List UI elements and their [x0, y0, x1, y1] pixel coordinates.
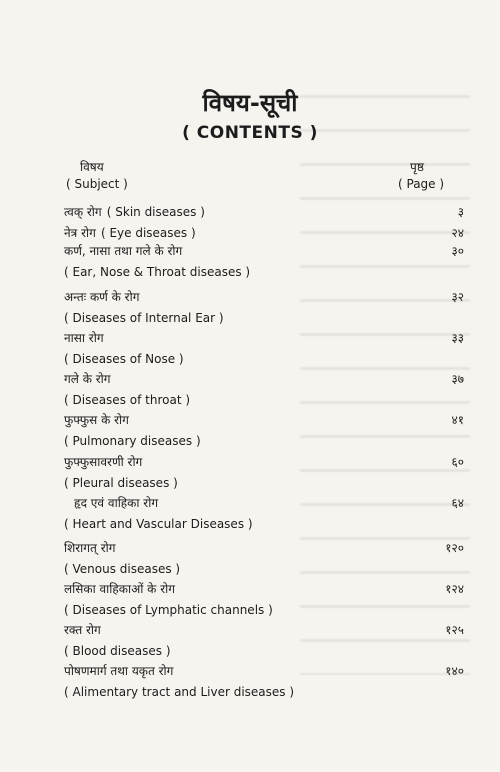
- entry-page: ६०: [451, 455, 464, 469]
- entry-page: १२४: [445, 582, 464, 596]
- entry-page: १२०: [445, 541, 464, 555]
- column-subject-label: विषय: [80, 160, 104, 174]
- entry-title-hi: शिरागत् रोग: [64, 541, 116, 555]
- entry-title-hi: रक्त रोग: [64, 623, 101, 637]
- entry-title-en: ( Eye diseases ): [100, 226, 196, 240]
- entry-title-hi: फुफ्फुसावरणी रोग: [64, 455, 143, 469]
- toc-entry: [64, 411, 464, 448]
- entry-title-hi: त्वक् रोग: [64, 205, 102, 219]
- column-page-label-en: ( Page ): [398, 177, 445, 191]
- page-subtitle: ( CONTENTS ): [182, 123, 318, 143]
- entry-title-en: ( Diseases of Internal Ear ): [64, 311, 224, 325]
- entry-title-en: ( Diseases of Lymphatic channels ): [64, 603, 273, 617]
- toc-entry: [64, 662, 464, 699]
- entry-title-hi: गले के रोग: [64, 372, 111, 386]
- entry-title-hi: लसिका वाहिकाओं के रोग: [64, 582, 175, 596]
- entry-page: १२५: [445, 623, 464, 637]
- entry-title-hi: नासा रोग: [64, 331, 104, 345]
- column-page-label: पृष्ठ: [410, 160, 424, 174]
- entry-title-hi: नेत्र रोग: [64, 226, 96, 240]
- entry-title-en: ( Ear, Nose & Throat diseases ): [64, 265, 251, 279]
- entry-title-hi: अन्तः कर्ण के रोग: [64, 290, 140, 304]
- toc-entry: [64, 370, 464, 407]
- toc-entry: [64, 580, 464, 617]
- page-title: विषय-सूची: [202, 89, 298, 117]
- entry-title-en: ( Blood diseases ): [64, 644, 171, 658]
- entry-title-hi: हृद एवं वाहिका रोग: [74, 496, 159, 510]
- entry-page: ३२: [451, 290, 464, 304]
- entry-title-hi: पोषणमार्ग तथा यकृत रोग: [64, 664, 174, 678]
- toc-entry: [64, 494, 464, 531]
- entry-title-en: ( Skin diseases ): [106, 205, 205, 219]
- toc-entry: [64, 201, 464, 220]
- entry-page: ३: [457, 205, 464, 219]
- entry-page: ६४: [451, 496, 464, 510]
- entry-page: २४: [451, 226, 464, 240]
- toc-entry: [64, 329, 464, 366]
- toc-entry: [64, 222, 464, 241]
- entry-title-en: ( Alimentary tract and Liver diseases ): [64, 685, 295, 699]
- entry-title-en: ( Pulmonary diseases ): [64, 434, 201, 448]
- entry-page: १४०: [445, 664, 464, 678]
- toc-entry: [64, 288, 464, 325]
- entry-title-hi: फुफ्फुस के रोग: [64, 413, 129, 427]
- entry-title-en: ( Diseases of Nose ): [64, 352, 184, 366]
- entry-page: ३३: [451, 331, 464, 345]
- entry-title-en: ( Venous diseases ): [64, 562, 181, 576]
- entry-title-en: ( Heart and Vascular Diseases ): [64, 517, 253, 531]
- entry-title-en: ( Pleural diseases ): [64, 476, 178, 490]
- entry-page: ४१: [451, 413, 464, 427]
- toc-entry: [64, 242, 464, 279]
- toc-entry: [64, 453, 464, 490]
- entry-page: ३७: [451, 372, 464, 386]
- toc-entry: [64, 539, 464, 576]
- entry-page: ३०: [451, 244, 464, 258]
- toc-entry: [64, 621, 464, 658]
- entry-title-hi: कर्ण, नासा तथा गले के रोग: [64, 244, 183, 258]
- entry-title-en: ( Diseases of throat ): [64, 393, 191, 407]
- column-subject-label-en: ( Subject ): [66, 177, 128, 191]
